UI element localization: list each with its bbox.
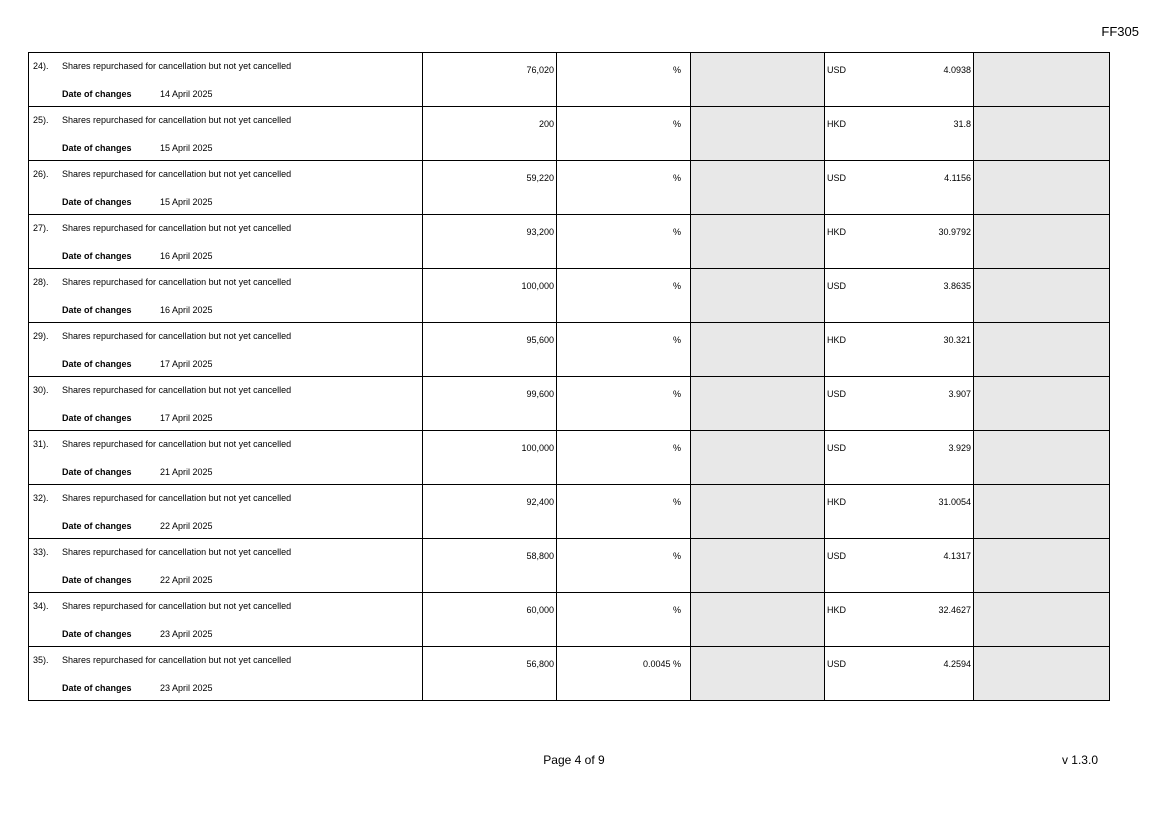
price-value: 4.2594 [943, 659, 971, 669]
percentage-value: % [672, 65, 681, 75]
table-row [29, 647, 1110, 701]
percentage-value: % [672, 173, 681, 183]
date-of-changes-label: Date of changes [62, 251, 132, 261]
date-of-changes-value: 17 April 2025 [160, 413, 213, 423]
shares-cell [423, 215, 557, 269]
description-cell [29, 593, 423, 647]
row-description: Shares repurchased for cancellation but not yet cancelled [62, 385, 292, 395]
percentage-value: 0.0045 % [642, 659, 681, 669]
date-of-changes-value: 23 April 2025 [160, 629, 213, 639]
shares-cell [423, 323, 557, 377]
shares-value: 200 [538, 119, 554, 129]
percentage-cell [557, 485, 691, 539]
shaded-cell [691, 215, 825, 269]
row-number: 24). [33, 61, 49, 71]
currency-code: HKD [827, 605, 847, 615]
price-cell [825, 593, 974, 647]
price-cell [825, 485, 974, 539]
page-number: Page 4 of 9 [543, 753, 605, 767]
currency-code: USD [827, 659, 847, 669]
description-cell [29, 53, 423, 107]
date-of-changes-value: 16 April 2025 [160, 305, 213, 315]
date-of-changes-label: Date of changes [62, 467, 132, 477]
row-description: Shares repurchased for cancellation but not yet cancelled [62, 439, 292, 449]
shaded-cell [974, 269, 1110, 323]
shares-value: 92,400 [526, 497, 554, 507]
shares-cell [423, 53, 557, 107]
percentage-value: % [672, 497, 681, 507]
price-value: 31.8 [953, 119, 971, 129]
percentage-cell [557, 161, 691, 215]
price-value: 30.9792 [938, 227, 971, 237]
price-cell [825, 431, 974, 485]
shaded-cell [974, 485, 1110, 539]
row-description: Shares repurchased for cancellation but not yet cancelled [62, 61, 292, 71]
percentage-cell [557, 53, 691, 107]
price-cell [825, 323, 974, 377]
date-of-changes-label: Date of changes [62, 359, 132, 369]
shares-value: 100,000 [521, 281, 554, 291]
price-value: 3.929 [948, 443, 971, 453]
shaded-cell [691, 431, 825, 485]
percentage-cell [557, 647, 691, 701]
percentage-value: % [672, 443, 681, 453]
currency-code: USD [827, 551, 847, 561]
shares-cell [423, 269, 557, 323]
table-row [29, 107, 1110, 161]
percentage-cell [557, 323, 691, 377]
shaded-cell [974, 377, 1110, 431]
shaded-cell [691, 647, 825, 701]
table-row [29, 323, 1110, 377]
percentage-cell [557, 431, 691, 485]
price-cell [825, 377, 974, 431]
description-cell [29, 647, 423, 701]
row-number: 27). [33, 223, 49, 233]
row-number: 28). [33, 277, 49, 287]
shaded-cell [974, 593, 1110, 647]
table-body [29, 53, 1110, 701]
shares-value: 93,200 [526, 227, 554, 237]
percentage-cell [557, 593, 691, 647]
currency-code: USD [827, 65, 847, 75]
row-number: 34). [33, 601, 49, 611]
row-number: 33). [33, 547, 49, 557]
date-of-changes-value: 22 April 2025 [160, 521, 213, 531]
row-number: 26). [33, 169, 49, 179]
shaded-cell [691, 53, 825, 107]
price-value: 4.1156 [944, 173, 971, 183]
row-description: Shares repurchased for cancellation but not yet cancelled [62, 493, 292, 503]
shaded-cell [691, 323, 825, 377]
date-of-changes-value: 15 April 2025 [160, 197, 213, 207]
description-cell [29, 107, 423, 161]
currency-code: USD [827, 281, 847, 291]
date-of-changes-label: Date of changes [62, 683, 132, 693]
date-of-changes-label: Date of changes [62, 575, 132, 585]
shares-value: 58,800 [526, 551, 554, 561]
shaded-cell [691, 269, 825, 323]
currency-code: HKD [827, 335, 847, 345]
row-number: 32). [33, 493, 49, 503]
shaded-cell [691, 377, 825, 431]
shares-value: 76,020 [526, 65, 554, 75]
shares-value: 100,000 [521, 443, 554, 453]
table-row [29, 161, 1110, 215]
shares-cell [423, 593, 557, 647]
description-cell [29, 377, 423, 431]
shares-cell [423, 431, 557, 485]
percentage-cell [557, 107, 691, 161]
date-of-changes-value: 23 April 2025 [160, 683, 213, 693]
percentage-value: % [672, 335, 681, 345]
price-cell [825, 53, 974, 107]
table-row [29, 593, 1110, 647]
percentage-value: % [672, 281, 681, 291]
price-value: 4.0938 [943, 65, 971, 75]
row-description: Shares repurchased for cancellation but not yet cancelled [62, 655, 292, 665]
date-of-changes-label: Date of changes [62, 305, 132, 315]
row-number: 35). [33, 655, 49, 665]
price-cell [825, 215, 974, 269]
percentage-cell [557, 269, 691, 323]
row-description: Shares repurchased for cancellation but not yet cancelled [62, 331, 292, 341]
shares-cell [423, 377, 557, 431]
price-value: 31.0054 [938, 497, 971, 507]
form-code: FF305 [1101, 24, 1139, 39]
shaded-cell [974, 539, 1110, 593]
price-cell [825, 539, 974, 593]
shares-value: 95,600 [526, 335, 554, 345]
row-description: Shares repurchased for cancellation but not yet cancelled [62, 277, 292, 287]
table-row [29, 377, 1110, 431]
date-of-changes-label: Date of changes [62, 89, 132, 99]
table-row [29, 53, 1110, 107]
date-of-changes-label: Date of changes [62, 521, 132, 531]
row-number: 25). [33, 115, 49, 125]
shaded-cell [974, 53, 1110, 107]
shaded-cell [691, 485, 825, 539]
shaded-cell [974, 647, 1110, 701]
table-row [29, 269, 1110, 323]
currency-code: HKD [827, 497, 847, 507]
shares-value: 59,220 [526, 173, 554, 183]
price-value: 3.8635 [943, 281, 971, 291]
price-cell [825, 107, 974, 161]
date-of-changes-value: 16 April 2025 [160, 251, 213, 261]
row-number: 31). [33, 439, 49, 449]
shares-value: 99,600 [526, 389, 554, 399]
price-cell [825, 647, 974, 701]
description-cell [29, 323, 423, 377]
shares-cell [423, 485, 557, 539]
shares-cell [423, 161, 557, 215]
description-cell [29, 269, 423, 323]
table-row [29, 215, 1110, 269]
table-row [29, 539, 1110, 593]
shaded-cell [974, 215, 1110, 269]
date-of-changes-label: Date of changes [62, 143, 132, 153]
row-description: Shares repurchased for cancellation but not yet cancelled [62, 547, 292, 557]
shares-value: 56,800 [526, 659, 554, 669]
shaded-cell [974, 323, 1110, 377]
percentage-cell [557, 215, 691, 269]
percentage-cell [557, 539, 691, 593]
shaded-cell [974, 107, 1110, 161]
shaded-cell [691, 107, 825, 161]
shares-cell [423, 107, 557, 161]
price-value: 3.907 [948, 389, 971, 399]
currency-code: USD [827, 443, 847, 453]
date-of-changes-value: 21 April 2025 [160, 467, 213, 477]
date-of-changes-label: Date of changes [62, 197, 132, 207]
shares-cell [423, 539, 557, 593]
shaded-cell [974, 161, 1110, 215]
row-description: Shares repurchased for cancellation but not yet cancelled [62, 115, 292, 125]
description-cell [29, 431, 423, 485]
price-value: 32.4627 [938, 605, 971, 615]
table-row [29, 485, 1110, 539]
shaded-cell [974, 431, 1110, 485]
percentage-value: % [672, 227, 681, 237]
percentage-value: % [672, 551, 681, 561]
currency-code: HKD [827, 119, 847, 129]
shaded-cell [691, 539, 825, 593]
shares-cell [423, 647, 557, 701]
date-of-changes-label: Date of changes [62, 413, 132, 423]
description-cell [29, 485, 423, 539]
description-cell [29, 215, 423, 269]
row-description: Shares repurchased for cancellation but not yet cancelled [62, 601, 292, 611]
date-of-changes-value: 17 April 2025 [160, 359, 213, 369]
description-cell [29, 539, 423, 593]
currency-code: USD [827, 173, 847, 183]
price-value: 30.321 [943, 335, 971, 345]
date-of-changes-value: 15 April 2025 [160, 143, 213, 153]
percentage-value: % [672, 605, 681, 615]
currency-code: HKD [827, 227, 847, 237]
row-description: Shares repurchased for cancellation but not yet cancelled [62, 169, 292, 179]
shaded-cell [691, 593, 825, 647]
date-of-changes-value: 22 April 2025 [160, 575, 213, 585]
percentage-value: % [672, 119, 681, 129]
row-number: 29). [33, 331, 49, 341]
share-changes-table [28, 52, 1110, 701]
price-value: 4.1317 [943, 551, 971, 561]
price-cell [825, 269, 974, 323]
shaded-cell [691, 161, 825, 215]
table-row [29, 431, 1110, 485]
currency-code: USD [827, 389, 847, 399]
price-cell [825, 161, 974, 215]
shares-value: 60,000 [526, 605, 554, 615]
percentage-value: % [672, 389, 681, 399]
row-description: Shares repurchased for cancellation but not yet cancelled [62, 223, 292, 233]
date-of-changes-value: 14 April 2025 [160, 89, 213, 99]
row-number: 30). [33, 385, 49, 395]
percentage-cell [557, 377, 691, 431]
description-cell [29, 161, 423, 215]
version-label: v 1.3.0 [1061, 753, 1098, 767]
date-of-changes-label: Date of changes [62, 629, 132, 639]
